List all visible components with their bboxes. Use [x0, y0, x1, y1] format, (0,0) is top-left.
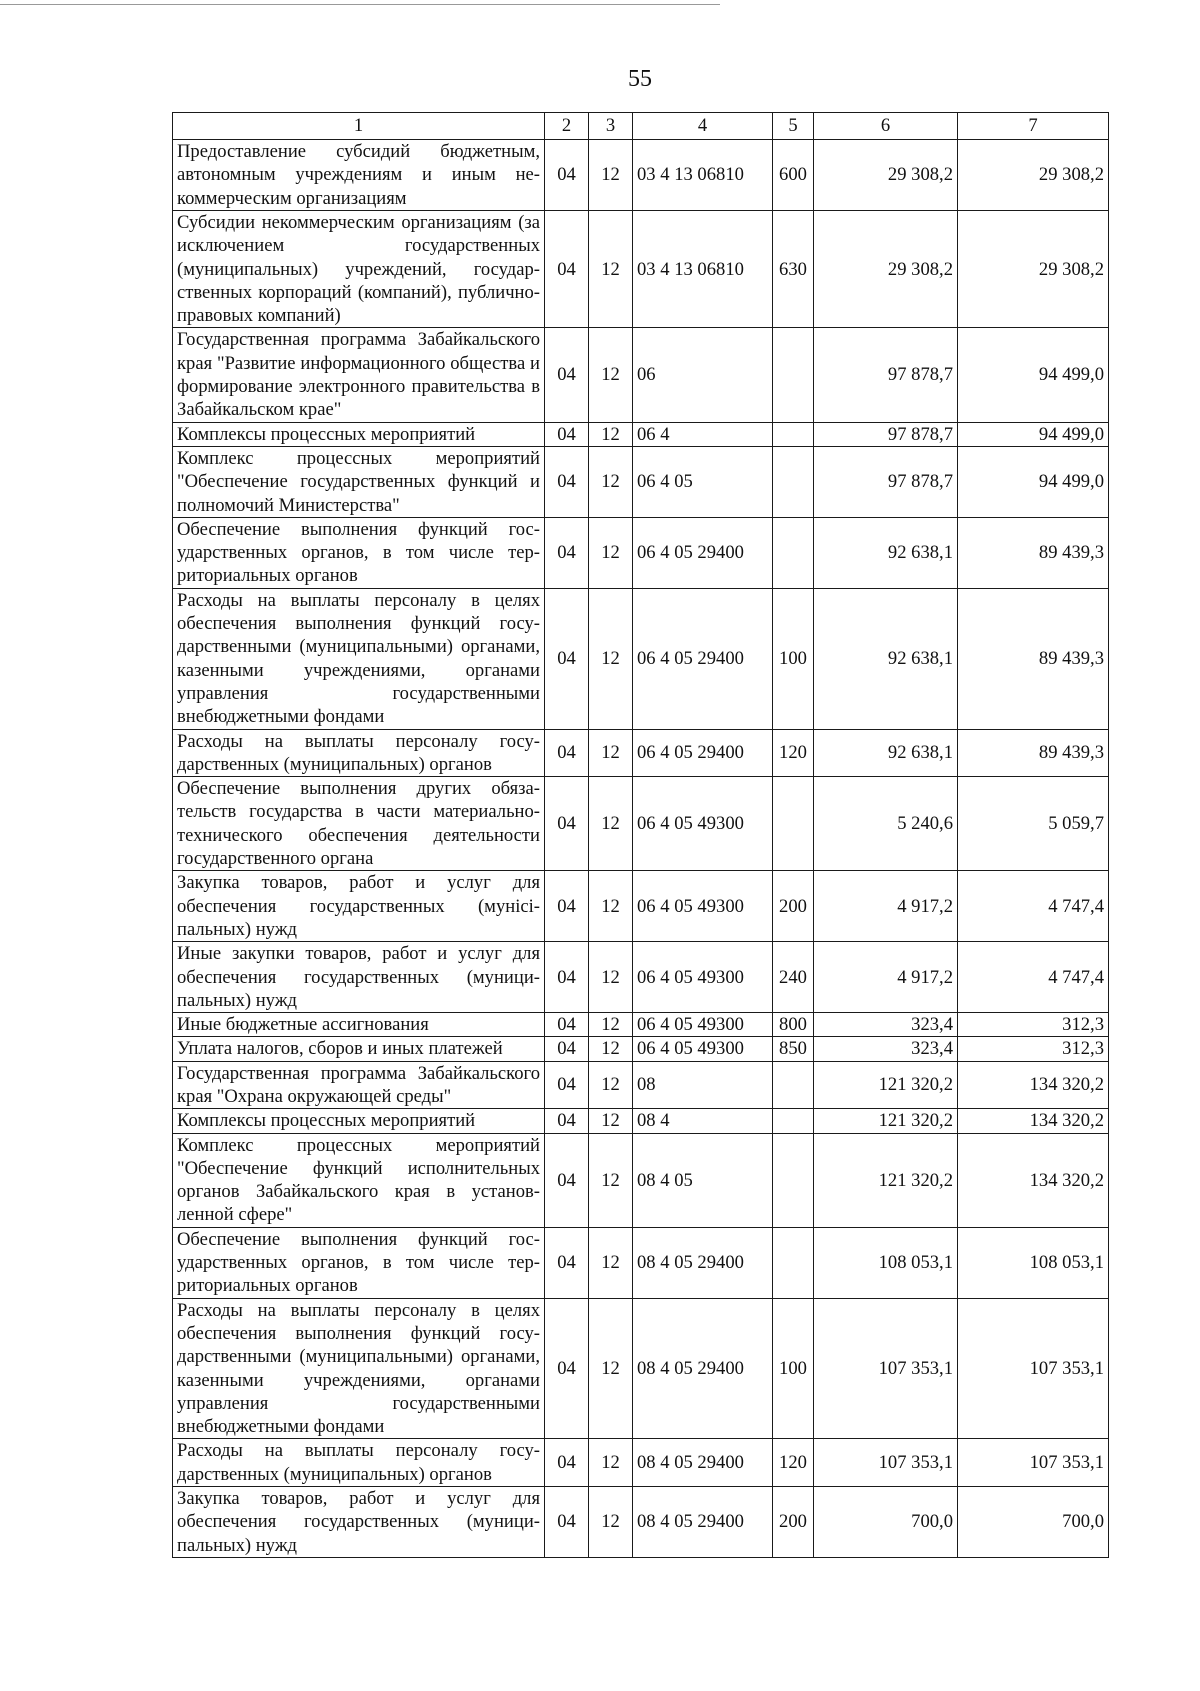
row-name-cell: Комплексы процессных мероприятий [173, 1109, 545, 1133]
amount-year1-cell: 92 638,1 [814, 517, 958, 588]
header-cell-4: 4 [633, 113, 773, 140]
table-row [173, 1013, 1109, 1037]
row-name-cell: Комплексы процессных мероприятий [173, 422, 545, 446]
amount-year1-cell: 323,4 [814, 1037, 958, 1061]
table-row [173, 1061, 1109, 1109]
subsection-code-cell: 12 [589, 140, 633, 211]
table-row [173, 1227, 1109, 1298]
section-code-cell: 04 [545, 1109, 589, 1133]
subsection-code-cell: 12 [589, 871, 633, 942]
row-name-cell: Закупка товаров, работ и услуг для обеспечения государственных (муниципальных) нужд [173, 1487, 545, 1558]
amount-year1-cell: 4 917,2 [814, 871, 958, 942]
expense-type-cell: 630 [773, 211, 814, 328]
amount-year2-cell: 94 499,0 [958, 422, 1109, 446]
expense-type-cell: 800 [773, 1013, 814, 1037]
target-article-cell: 06 4 05 29400 [633, 588, 773, 729]
row-name-cell: Государственная программа Забайкальского края "Развитие информационного общества и формирование электронного правительства в Забайкальском крае" [173, 328, 545, 422]
subsection-code-cell: 12 [589, 1298, 633, 1439]
target-article-cell: 06 4 05 49300 [633, 777, 773, 871]
table-row [173, 328, 1109, 422]
target-article-cell: 08 4 05 29400 [633, 1439, 773, 1487]
target-article-cell: 08 [633, 1061, 773, 1109]
amount-year2-cell: 700,0 [958, 1487, 1109, 1558]
amount-year2-cell: 107 353,1 [958, 1298, 1109, 1439]
target-article-cell: 06 4 05 29400 [633, 729, 773, 777]
subsection-code-cell: 12 [589, 1109, 633, 1133]
target-article-cell: 06 4 05 49300 [633, 1037, 773, 1061]
subsection-code-cell: 12 [589, 588, 633, 729]
amount-year1-cell: 107 353,1 [814, 1439, 958, 1487]
row-name-cell: Расходы на выплаты персоналу государственных (муниципальных) органов [173, 1439, 545, 1487]
table-row [173, 422, 1109, 446]
section-code-cell: 04 [545, 729, 589, 777]
section-code-cell: 04 [545, 1061, 589, 1109]
row-name-cell: Расходы на выплаты персоналу в целях обеспечения выполнения функций государственными (муниципальными) органами, казенными учреждениями, органами управления государственными внебюджетными фондами [173, 1298, 545, 1439]
amount-year2-cell: 107 353,1 [958, 1439, 1109, 1487]
amount-year1-cell: 700,0 [814, 1487, 958, 1558]
amount-year1-cell: 97 878,7 [814, 446, 958, 517]
budget-table [172, 112, 1109, 1558]
row-name-cell: Иные бюджетные ассигнования [173, 1013, 545, 1037]
table-row [173, 1439, 1109, 1487]
amount-year2-cell: 134 320,2 [958, 1133, 1109, 1227]
header-cell-6: 6 [814, 113, 958, 140]
subsection-code-cell: 12 [589, 1061, 633, 1109]
row-name-cell: Иные закупки товаров, работ и услуг для обеспечения государственных (муниципальных) нужд [173, 942, 545, 1013]
target-article-cell: 06 4 05 [633, 446, 773, 517]
amount-year2-cell: 4 747,4 [958, 871, 1109, 942]
amount-year2-cell: 108 053,1 [958, 1227, 1109, 1298]
amount-year2-cell: 89 439,3 [958, 729, 1109, 777]
expense-type-cell: 120 [773, 729, 814, 777]
table-row [173, 446, 1109, 517]
section-code-cell: 04 [545, 1439, 589, 1487]
expense-type-cell: 120 [773, 1439, 814, 1487]
row-name-cell: Комплекс процессных мероприятий "Обеспечение государственных функций и полномочий Министерства" [173, 446, 545, 517]
section-code-cell: 04 [545, 211, 589, 328]
section-code-cell: 04 [545, 446, 589, 517]
amount-year2-cell: 29 308,2 [958, 140, 1109, 211]
header-cell-2: 2 [545, 113, 589, 140]
section-code-cell: 04 [545, 1037, 589, 1061]
expense-type-cell [773, 422, 814, 446]
target-article-cell: 06 4 [633, 422, 773, 446]
target-article-cell: 06 4 05 49300 [633, 871, 773, 942]
amount-year1-cell: 97 878,7 [814, 422, 958, 446]
table-row [173, 871, 1109, 942]
amount-year2-cell: 5 059,7 [958, 777, 1109, 871]
amount-year1-cell: 107 353,1 [814, 1298, 958, 1439]
target-article-cell: 08 4 [633, 1109, 773, 1133]
expense-type-cell [773, 1109, 814, 1133]
amount-year1-cell: 97 878,7 [814, 328, 958, 422]
expense-type-cell [773, 777, 814, 871]
amount-year2-cell: 89 439,3 [958, 588, 1109, 729]
amount-year2-cell: 134 320,2 [958, 1061, 1109, 1109]
amount-year1-cell: 121 320,2 [814, 1109, 958, 1133]
target-article-cell: 08 4 05 29400 [633, 1227, 773, 1298]
subsection-code-cell: 12 [589, 729, 633, 777]
subsection-code-cell: 12 [589, 517, 633, 588]
row-name-cell: Субсидии некоммерческим организациям (за исключением государственных (муниципальных) учреждений, государственных корпораций (компаний), публично-правовых компаний) [173, 211, 545, 328]
table-row [173, 1133, 1109, 1227]
expense-type-cell: 600 [773, 140, 814, 211]
amount-year1-cell: 108 053,1 [814, 1227, 958, 1298]
amount-year1-cell: 323,4 [814, 1013, 958, 1037]
table-row [173, 1109, 1109, 1133]
amount-year2-cell: 29 308,2 [958, 211, 1109, 328]
subsection-code-cell: 12 [589, 1487, 633, 1558]
row-name-cell: Обеспечение выполнения функций государственных органов, в том числе территориальных органов [173, 517, 545, 588]
scan-edge-line [0, 4, 720, 5]
section-code-cell: 04 [545, 1298, 589, 1439]
amount-year1-cell: 121 320,2 [814, 1061, 958, 1109]
amount-year2-cell: 312,3 [958, 1037, 1109, 1061]
amount-year2-cell: 94 499,0 [958, 328, 1109, 422]
amount-year2-cell: 89 439,3 [958, 517, 1109, 588]
expense-type-cell: 200 [773, 871, 814, 942]
row-name-cell: Комплекс процессных мероприятий "Обеспечение функций исполнительных органов Забайкальского края в установленной сфере" [173, 1133, 545, 1227]
subsection-code-cell: 12 [589, 446, 633, 517]
expense-type-cell: 100 [773, 1298, 814, 1439]
table-row [173, 729, 1109, 777]
row-name-cell: Обеспечение выполнения других обязательств государства в части материально-технического обеспечения деятельности государственного органа [173, 777, 545, 871]
target-article-cell: 06 4 05 49300 [633, 942, 773, 1013]
amount-year1-cell: 4 917,2 [814, 942, 958, 1013]
target-article-cell: 03 4 13 06810 [633, 140, 773, 211]
target-article-cell: 03 4 13 06810 [633, 211, 773, 328]
section-code-cell: 04 [545, 140, 589, 211]
section-code-cell: 04 [545, 1013, 589, 1037]
subsection-code-cell: 12 [589, 1227, 633, 1298]
section-code-cell: 04 [545, 588, 589, 729]
target-article-cell: 08 4 05 [633, 1133, 773, 1227]
section-code-cell: 04 [545, 777, 589, 871]
row-name-cell: Предоставление субсидий бюджетным, автономным учреждениям и иным некоммерческим организациям [173, 140, 545, 211]
row-name-cell: Расходы на выплаты персоналу государственных (муниципальных) органов [173, 729, 545, 777]
target-article-cell: 06 [633, 328, 773, 422]
header-cell-7: 7 [958, 113, 1109, 140]
subsection-code-cell: 12 [589, 942, 633, 1013]
row-name-cell: Обеспечение выполнения функций государственных органов, в том числе территориальных органов [173, 1227, 545, 1298]
section-code-cell: 04 [545, 1227, 589, 1298]
expense-type-cell [773, 1061, 814, 1109]
target-article-cell: 08 4 05 29400 [633, 1298, 773, 1439]
subsection-code-cell: 12 [589, 1013, 633, 1037]
table-row [173, 1037, 1109, 1061]
amount-year2-cell: 312,3 [958, 1013, 1109, 1037]
table-row [173, 942, 1109, 1013]
section-code-cell: 04 [545, 942, 589, 1013]
section-code-cell: 04 [545, 422, 589, 446]
table-row [173, 777, 1109, 871]
section-code-cell: 04 [545, 1133, 589, 1227]
subsection-code-cell: 12 [589, 422, 633, 446]
expense-type-cell [773, 446, 814, 517]
expense-type-cell [773, 1227, 814, 1298]
subsection-code-cell: 12 [589, 777, 633, 871]
header-cell-1: 1 [173, 113, 545, 140]
subsection-code-cell: 12 [589, 1133, 633, 1227]
target-article-cell: 06 4 05 29400 [633, 517, 773, 588]
target-article-cell: 08 4 05 29400 [633, 1487, 773, 1558]
section-code-cell: 04 [545, 871, 589, 942]
section-code-cell: 04 [545, 1487, 589, 1558]
row-name-cell: Расходы на выплаты персоналу в целях обеспечения выполнения функций государственными (муниципальными) органами, казенными учреждениями, органами управления государственными внебюджетными фондами [173, 588, 545, 729]
amount-year2-cell: 94 499,0 [958, 446, 1109, 517]
table-header-row [173, 113, 1109, 140]
expense-type-cell [773, 517, 814, 588]
amount-year1-cell: 29 308,2 [814, 140, 958, 211]
amount-year2-cell: 4 747,4 [958, 942, 1109, 1013]
table-row [173, 588, 1109, 729]
subsection-code-cell: 12 [589, 1037, 633, 1061]
subsection-code-cell: 12 [589, 211, 633, 328]
header-cell-5: 5 [773, 113, 814, 140]
table-row [173, 1298, 1109, 1439]
table-row [173, 140, 1109, 211]
row-name-cell: Уплата налогов, сборов и иных платежей [173, 1037, 545, 1061]
amount-year1-cell: 29 308,2 [814, 211, 958, 328]
table-row [173, 1487, 1109, 1558]
expense-type-cell: 100 [773, 588, 814, 729]
row-name-cell: Государственная программа Забайкальского края "Охрана окружающей среды" [173, 1061, 545, 1109]
table-row [173, 517, 1109, 588]
amount-year1-cell: 5 240,6 [814, 777, 958, 871]
expense-type-cell: 200 [773, 1487, 814, 1558]
row-name-cell: Закупка товаров, работ и услуг для обеспечения государственных (мунiciпальных) нужд [173, 871, 545, 942]
subsection-code-cell: 12 [589, 1439, 633, 1487]
expense-type-cell: 240 [773, 942, 814, 1013]
expense-type-cell: 850 [773, 1037, 814, 1061]
expense-type-cell [773, 328, 814, 422]
target-article-cell: 06 4 05 49300 [633, 1013, 773, 1037]
header-cell-3: 3 [589, 113, 633, 140]
expense-type-cell [773, 1133, 814, 1227]
table-row [173, 211, 1109, 328]
section-code-cell: 04 [545, 517, 589, 588]
section-code-cell: 04 [545, 328, 589, 422]
amount-year1-cell: 92 638,1 [814, 588, 958, 729]
amount-year1-cell: 92 638,1 [814, 729, 958, 777]
subsection-code-cell: 12 [589, 328, 633, 422]
amount-year1-cell: 121 320,2 [814, 1133, 958, 1227]
amount-year2-cell: 134 320,2 [958, 1109, 1109, 1133]
page-number: 55 [628, 66, 652, 92]
